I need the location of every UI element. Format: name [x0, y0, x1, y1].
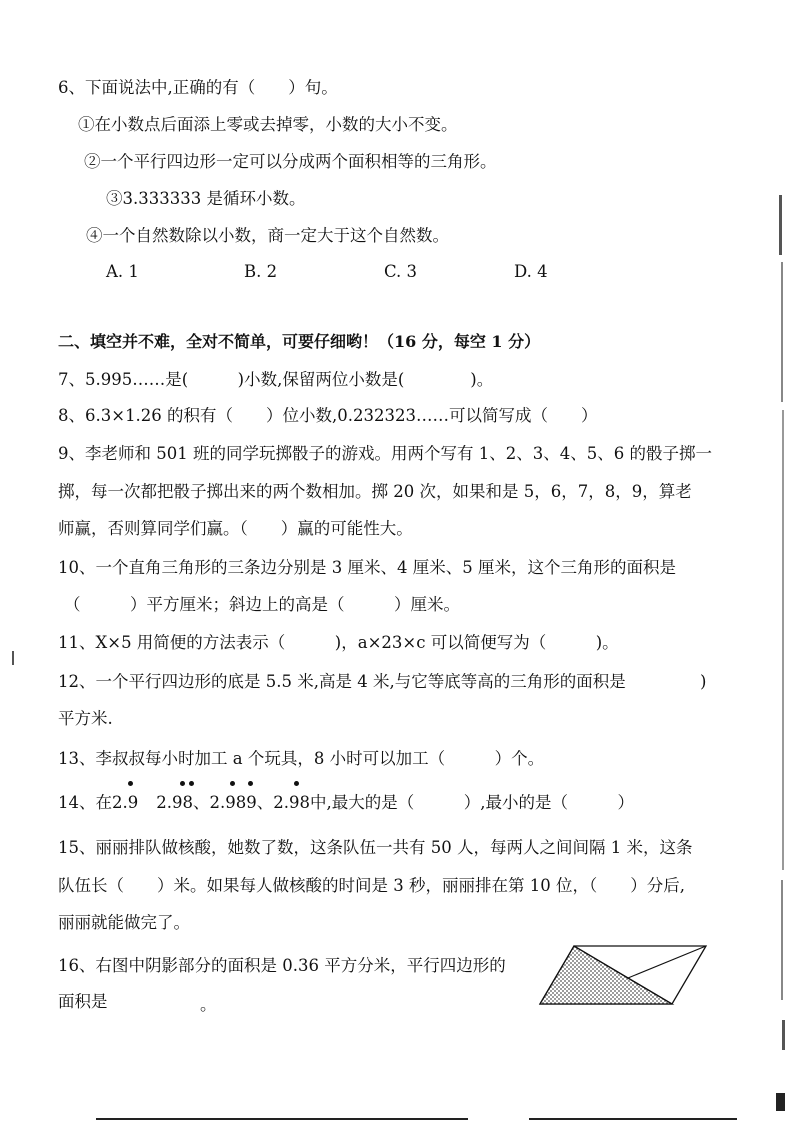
repeating-dot — [189, 781, 194, 786]
q10-line-2: （ ）平方厘米；斜边上的高是（ ）厘米。 — [64, 595, 460, 614]
q14-suffix: 中,最大的是（ ）,最小的是（ ） — [310, 793, 634, 812]
q14-prefix: 14、在 — [58, 793, 112, 812]
q6-option-d: D. 4 — [514, 262, 548, 281]
q6-option-a: A. 1 — [106, 262, 139, 281]
q16-line-2-start: 面积是 — [58, 992, 108, 1011]
q9-line-2: 掷，每一次都把骰子掷出来的两个数相加。掷 20 次，如果和是 5，6，7，8，9，算老 — [58, 482, 692, 501]
scan-edge-mark — [781, 262, 783, 402]
q6-option-b: B. 2 — [244, 262, 278, 281]
q12-bracket: ) — [700, 672, 707, 691]
scan-edge-mark — [776, 1093, 785, 1111]
q14-number-3: 2.989 — [209, 793, 257, 812]
q13: 13、李叔叔每小时加工 a 个玩具，8 小时可以加工（ ）个。 — [58, 749, 545, 768]
q14-row — [58, 792, 634, 814]
q10-line-1: 10、一个直角三角形的三条边分别是 3 厘米、4 厘米、5 厘米，这个三角形的面积是 — [58, 558, 676, 577]
section-heading: 二、填空并不难，全对不简单，可要仔细哟！（16 分，每空 1 分） — [58, 332, 541, 351]
q7: 7、5.995……是( )小数,保留两位小数是( )。 — [58, 370, 494, 389]
q9-line-3: 师赢，否则算同学们赢。（ ）赢的可能性大。 — [58, 519, 413, 538]
scan-edge-mark — [782, 410, 784, 870]
repeating-dot — [230, 781, 235, 786]
q6-statement-4: ④一个自然数除以小数，商一定大于这个自然数。 — [86, 226, 449, 245]
bottom-rule-right — [529, 1118, 737, 1120]
repeating-dot — [180, 781, 185, 786]
q11: 11、X×5 用简便的方法表示（ )，a×23×c 可以简便写为（ )。 — [58, 633, 619, 652]
q6-stem: 6、下面说法中,正确的有（ ）句。 — [58, 78, 338, 97]
q6-statement-1: ①在小数点后面添上零或去掉零，小数的大小不变。 — [78, 115, 458, 134]
q12-line-2: 平方米. — [58, 709, 113, 728]
q6-option-c: C. 3 — [384, 262, 418, 281]
scan-edge-mark — [779, 195, 782, 255]
q15-line-1: 15、丽丽排队做核酸，她数了数，这条队伍一共有 50 人，每两人之间间隔 1 米，这条 — [58, 838, 693, 857]
q16-line-1: 16、右图中阴影部分的面积是 0.36 平方分米，平行四边形的 — [58, 956, 506, 975]
shaded-triangle — [540, 946, 672, 1004]
scan-edge-mark — [781, 880, 783, 1000]
bottom-rule-left — [96, 1118, 468, 1120]
q6-statement-3: ③3.333333 是循环小数。 — [106, 189, 306, 208]
repeating-dot — [248, 781, 253, 786]
q6-statement-2: ②一个平行四边形一定可以分成两个面积相等的三角形。 — [84, 152, 497, 171]
repeating-dot — [128, 781, 133, 786]
q8: 8、6.3×1.26 的积有（ ）位小数,0.232323……可以简写成（ ） — [58, 406, 598, 425]
q14-number-4: 2.98 — [273, 793, 310, 812]
q12-line-1: 12、一个平行四边形的底是 5.5 米,高是 4 米,与它等底等高的三角形的面积是 — [58, 672, 626, 691]
q14-number-2: 2.98 — [156, 793, 193, 812]
scan-edge-mark — [12, 651, 14, 665]
q14-number-1: 2.9 — [112, 793, 139, 812]
q14-separator: 、 — [256, 793, 274, 812]
q9-line-1: 9、李老师和 501 班的同学玩掷骰子的游戏。用两个写有 1、2、3、4、5、6 的骰子掷一 — [58, 444, 712, 463]
q15-line-2: 队伍长（ ）米。如果每人做核酸的时间是 3 秒，丽丽排在第 10 位，（ ）分后, — [58, 876, 685, 895]
inner-line — [628, 946, 706, 978]
parallelogram-figure — [532, 940, 712, 1010]
q16-line-2-end: 。 — [200, 995, 217, 1014]
q15-line-3: 丽丽就能做完了。 — [58, 913, 190, 932]
repeating-dot — [294, 781, 299, 786]
scan-edge-mark — [782, 1020, 785, 1050]
q14-separator: 、 — [193, 793, 210, 812]
